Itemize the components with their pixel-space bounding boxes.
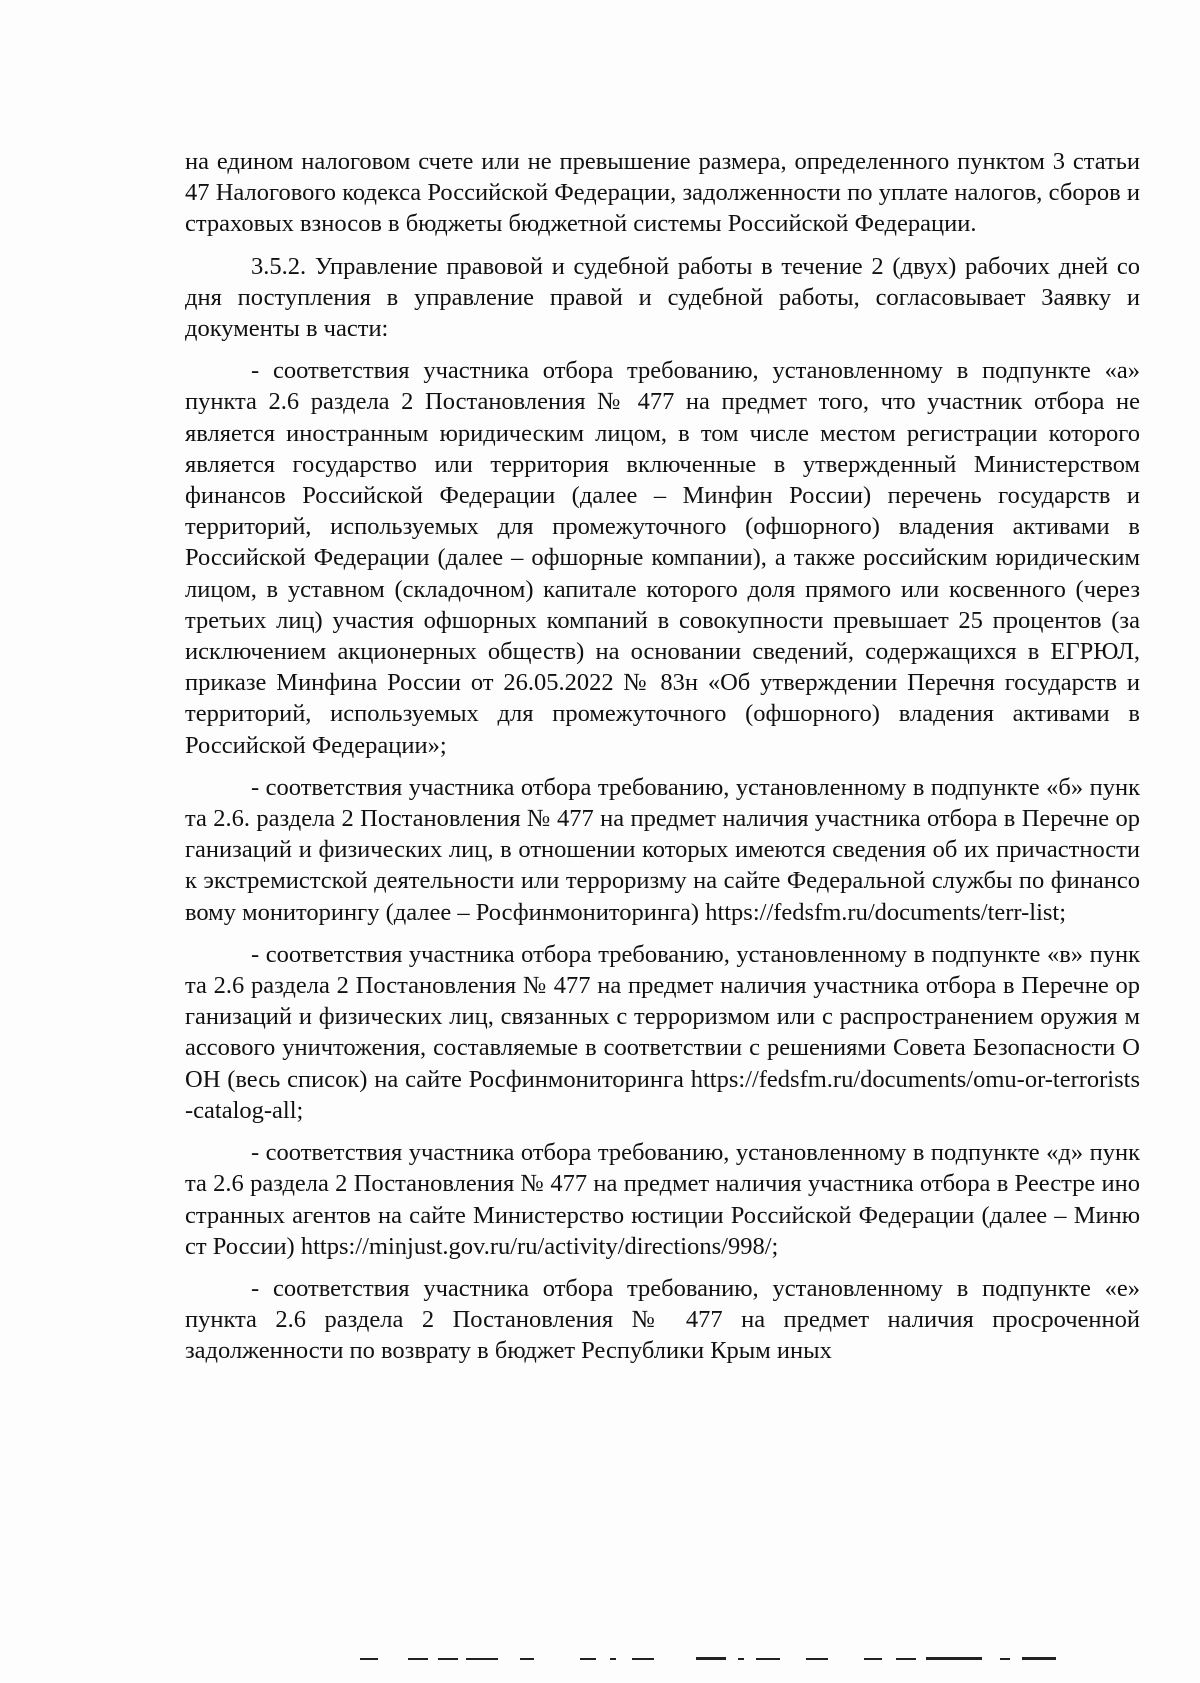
paragraph-item-d: - соответствия участника отбора требованию, установленному в подпункте «д» пункта 2.6 раздела 2 Постановления № 477 на предмет наличия участника отбора в Реестре иностранных агентов на сайте Министерство юстиции Российской Федерации (далее – Минюст России) https://minjust.gov.ru/ru/activity/directions/998/; — [185, 1139, 1140, 1260]
paragraph-clause-3-5-2: 3.5.2. Управление правовой и судебной работы в течение 2 (двух) рабочих дней со дня поступления в управление правой и судебной работы, согласовывает Заявку и документы в части: — [185, 252, 1140, 343]
scan-artifact-rule — [360, 1657, 1140, 1661]
paragraph-item-a: - соответствия участника отбора требованию, установленному в подпункте «а» пункта 2.6 раздела 2 Постановления № 477 на предмет того, что участник отбора не является иностранным юридическим лицом, в том числе местом регистрации которого является государство или территория включенные в утвержденный Министерством финансов Российской Федерации (далее – Минфин России) перечень государств и территорий, используемых для промежуточного (офшорного) владения активами в Российской Федерации (далее – офшорные компании), а также российским юридическим лицом, в уставном (складочном) капитале которого доля прямого или косвенного (через третьих лиц) участия офшорных компаний в совокупности превышает 25 процентов (за исключением акционерных обществ) на основании сведений, содержащихся в ЕГРЮЛ, приказе Минфина России от 26.05.2022 № 83н «Об утверждении Перечня государств и территорий, используемых для промежуточного (офшорного) владения активами в Российской Федерации»; — [185, 357, 1140, 759]
paragraph-continuation: на едином налоговом счете или не превышение размера, определенного пунктом 3 статьи 47 Налогового кодекса Российской Федерации, задолженности по уплате налогов, сборов и страховых взносов в бюджеты бюджетной системы Российской Федерации. — [185, 148, 1140, 238]
paragraph-item-e: - соответствия участника отбора требованию, установленному в подпункте «е» пункта 2.6 раздела 2 Постановления № 477 на предмет наличия просроченной задолженности по возврату в бюджет Республики Крым иных — [185, 1274, 1140, 1365]
paragraph-item-b: - соответствия участника отбора требованию, установленному в подпункте «б» пункта 2.6. раздела 2 Постановления № 477 на предмет наличия участника отбора в Перечне организаций и физических лиц, в отношении которых имеются сведения об их причастности к экстремистской деятельности или терроризму на сайте Федеральной службы по финансовому мониторингу (далее – Росфинмониторинга) https://fedsfm.ru/documents/terr-list; — [185, 773, 1140, 926]
dashed-rule-graphic — [360, 1657, 1140, 1661]
document-body — [185, 146, 1140, 1378]
paragraph-item-v: - соответствия участника отбора требованию, установленному в подпункте «в» пункта 2.6 раздела 2 Постановления № 477 на предмет наличия участника отбора в Перечне организаций и физических лиц, связанных с терроризмом или с распространением оружия массового уничтожения, составляемые в соответствии с решениями Совета Безопасности ООН (весь список) на сайте Росфинмониторинга https://fedsfm.ru/documents/omu-or-terrorists-catalog-all; — [185, 940, 1140, 1124]
